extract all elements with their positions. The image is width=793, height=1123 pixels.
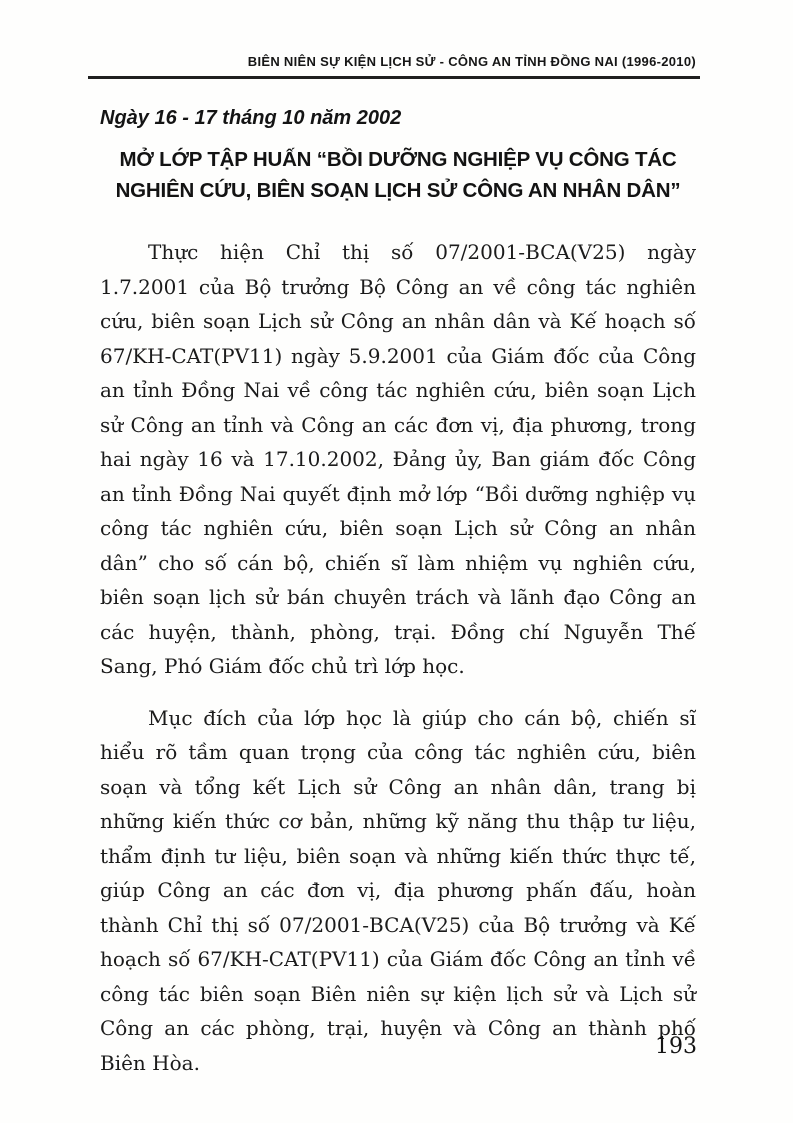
page-number: 193 xyxy=(655,1034,697,1059)
running-header: BIÊN NIÊN SỰ KIỆN LỊCH SỬ - CÔNG AN TỈNH ĐỒNG NAI (1996-2010) xyxy=(247,54,696,69)
article-title-line-1: MỞ LỚP TẬP HUẤN “BỒI DƯỠNG NGHIỆP VỤ CÔNG TÁC xyxy=(119,148,677,171)
body-paragraph-2: Mục đích của lớp học là giúp cho cán bộ, chiến sĩ hiểu rõ tầm quan trọng của công tác nghiên cứu, biên soạn và tổng kết Lịch sử Công an nhân dân, trang bị những kiến thức cơ bản, những kỹ năng thu thập tư liệu, thẩm định tư liệu, biên soạn và những kiến thức thực tế, giúp Công an các đơn vị, địa phương phấn đấu, hoàn thành Chỉ thị số 07/2001-BCA(V25) của Bộ trưởng và Kế hoạch số 67/KH-CAT(PV11) của Giám đốc Công an tỉnh về công tác biên soạn Biên niên sự kiện lịch sử và Lịch sử Công an các phòng, trại, huyện và Công an thành phố Biên Hòa. xyxy=(100,705,696,1075)
article-title xyxy=(100,144,696,206)
date-line: Ngày 16 - 17 tháng 10 năm 2002 xyxy=(100,107,402,129)
page-content xyxy=(100,0,696,1080)
header-rule xyxy=(88,76,700,79)
body-paragraph-1: Thực hiện Chỉ thị số 07/2001-BCA(V25) ngày 1.7.2001 của Bộ trưởng Bộ Công an về công tác nghiên cứu, biên soạn Lịch sử Công an nhân dân và Kế hoạch số 67/KH-CAT(PV11) ngày 5.9.2001 của Giám đốc của Công an tỉnh Đồng Nai về công tác nghiên cứu, biên soạn Lịch sử Công an tỉnh và Công an các đơn vị, địa phương, trong hai ngày 16 và 17.10.2002, Đảng ủy, Ban giám đốc Công an tỉnh Đồng Nai quyết định mở lớp “Bồi dưỡng nghiệp vụ công tác nghiên cứu, biên soạn Lịch sử Công an nhân dân” cho số cán bộ, chiến sĩ làm nhiệm vụ nghiên cứu, biên soạn lịch sử bán chuyên trách và lãnh đạo Công an các huyện, thành, phòng, trại. Đồng chí Nguyễn Thế Sang, Phó Giám đốc chủ trì lớp học. xyxy=(100,240,696,678)
article-title-line-2: NGHIÊN CỨU, BIÊN SOẠN LỊCH SỬ CÔNG AN NHÂN DÂN” xyxy=(115,179,681,202)
